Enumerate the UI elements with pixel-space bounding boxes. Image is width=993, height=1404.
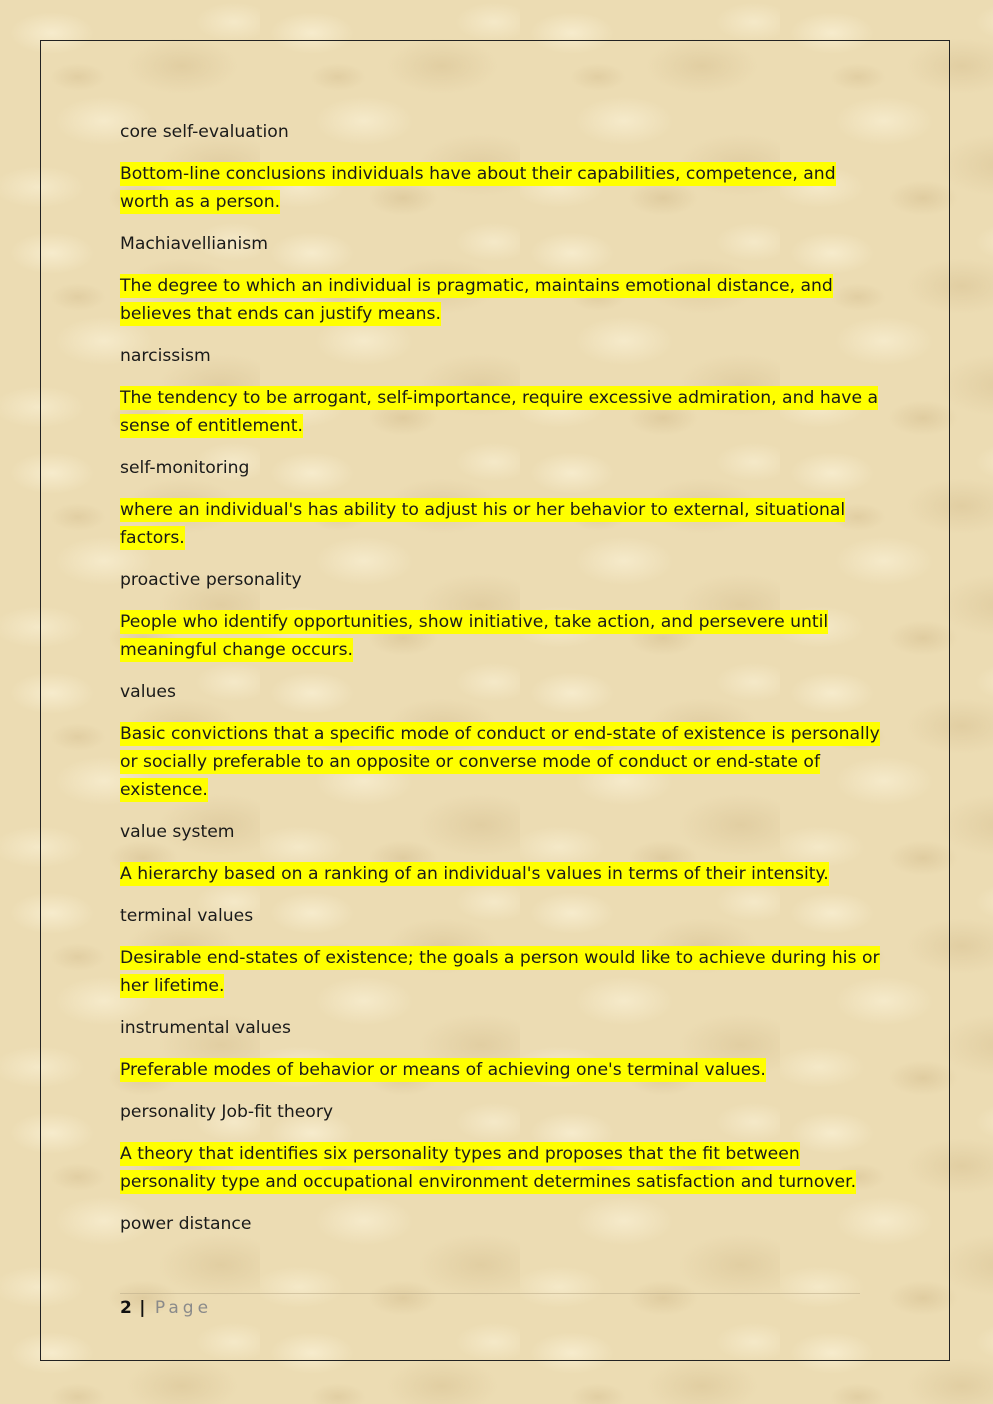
term: terminal values [120,906,254,926]
page-footer [120,1296,212,1320]
definition-text: where an individual's has ability to adjust his or her behavior to external, situational factors. [120,500,846,548]
definition-text: People who identify opportunities, show initiative, take action, and persevere until meaningful change occurs. [120,612,829,660]
definition-text: A theory that identifies six personality types and proposes that the fit between personality type and occupational environment determines satisfaction and turnover. [120,1144,857,1192]
term: self-monitoring [120,458,250,478]
definition [120,944,880,1000]
definition [120,1140,880,1196]
page-label: Page [154,1298,213,1318]
term: narcissism [120,346,211,366]
definition-text: The tendency to be arrogant, self-importance, require excessive admiration, and have a sense of entitlement. [120,388,879,436]
term: instrumental values [120,1018,291,1038]
definition [120,720,880,804]
term: value system [120,822,235,842]
footer-separator: | [139,1298,146,1318]
definition-text: Desirable end-states of existence; the goals a person would like to achieve during his or her lifetime. [120,948,880,996]
definition [120,384,880,440]
definition [120,496,880,552]
term: power distance [120,1214,252,1234]
definition [120,272,880,328]
definition-text: Preferable modes of behavior or means of achieving one's terminal values. [120,1060,766,1080]
definition-text: Bottom-line conclusions individuals have about their capabilities, competence, and worth as a person. [120,164,836,212]
footer-divider [120,1293,860,1294]
term: values [120,682,176,702]
term: Machiavellianism [120,234,268,254]
definition [120,608,880,664]
definition [120,1056,880,1084]
term: personality Job-fit theory [120,1102,334,1122]
definition-text: Basic convictions that a specific mode of conduct or end-state of existence is personally or socially preferable to an opposite or converse mode of conduct or end-state of existence. [120,724,880,800]
definition-text: The degree to which an individual is pragmatic, maintains emotional distance, and believes that ends can justify means. [120,276,833,324]
term: proactive personality [120,570,302,590]
definition [120,860,880,888]
term: core self-evaluation [120,122,289,142]
glossary-content [120,118,880,1252]
definition-text: A hierarchy based on a ranking of an individual's values in terms of their intensity. [120,864,829,884]
page-number: 2 [120,1298,132,1318]
definition [120,160,880,216]
